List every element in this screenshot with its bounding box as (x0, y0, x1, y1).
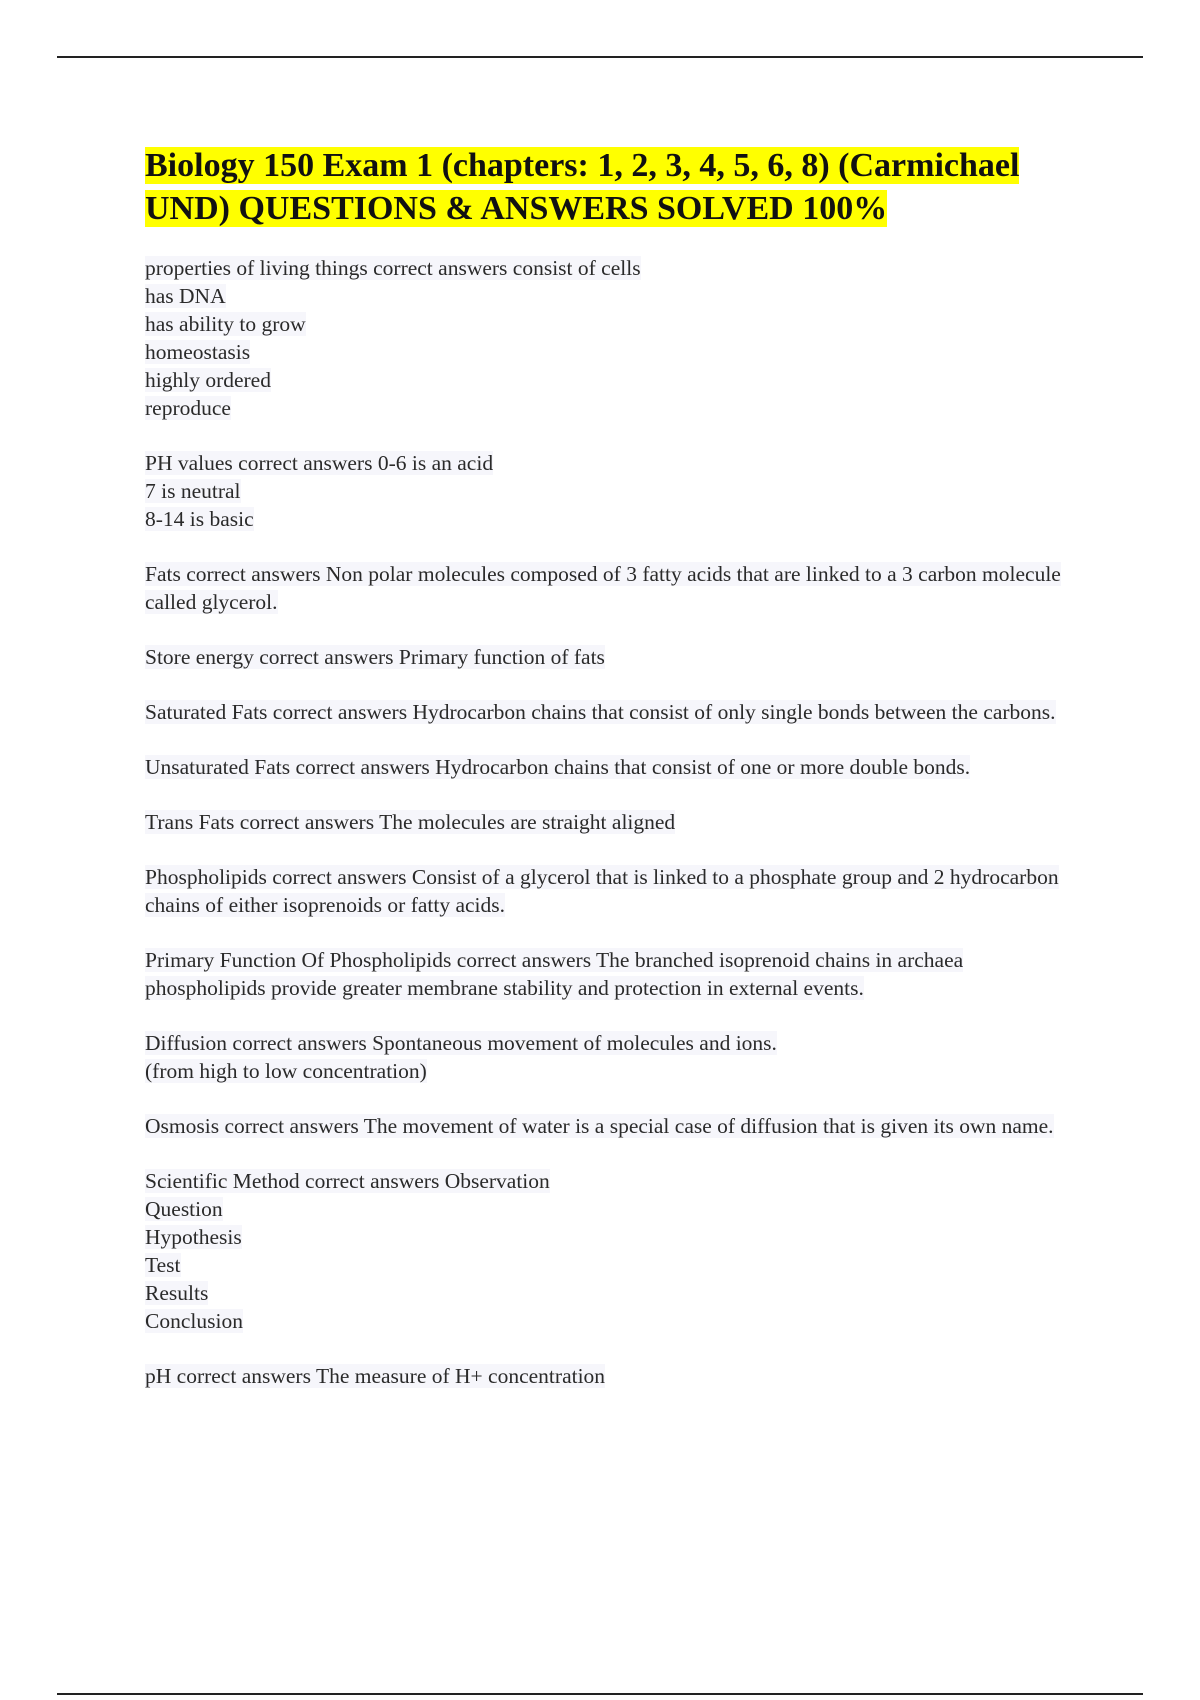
qa-line: Results (145, 1281, 209, 1305)
qa-line: Question (145, 1197, 223, 1221)
qa-line: homeostasis (145, 340, 251, 364)
qa-line: Diffusion correct answers Spontaneous movement of molecules and ions. (145, 1031, 777, 1055)
qa-line: properties of living things correct answers consist of cells (145, 256, 641, 280)
document-body (145, 144, 1065, 1417)
qa-line: highly ordered (145, 368, 271, 392)
bottom-rule (57, 1693, 1143, 1695)
qa-entry-ph: pH correct answers The measure of H+ concentration (145, 1364, 606, 1388)
qa-line: has ability to grow (145, 312, 306, 336)
qa-entry-phospholipids: Phospholipids correct answers Consist of a glycerol that is linked to a phosphate group and 2 hydrocarbon chains of either isoprenoids or fatty acids. (145, 865, 1059, 917)
qa-entry-ph-values (145, 449, 1065, 533)
qa-line: (from high to low concentration) (145, 1059, 427, 1083)
qa-line: Conclusion (145, 1309, 243, 1333)
qa-entry-store-energy: Store energy correct answers Primary function of fats (145, 645, 605, 669)
qa-entry-trans-fats: Trans Fats correct answers The molecules are straight aligned (145, 810, 676, 834)
qa-line: 7 is neutral (145, 479, 241, 503)
qa-line: PH values correct answers 0-6 is an acid (145, 451, 494, 475)
qa-entry-scientific-method (145, 1167, 1065, 1335)
qa-entry-properties-of-living-things (145, 254, 1065, 422)
qa-entry-saturated-fats: Saturated Fats correct answers Hydrocarbon chains that consist of only single bonds between the carbons. (145, 700, 1056, 724)
qa-line: Test (145, 1253, 181, 1277)
qa-line: reproduce (145, 396, 231, 420)
qa-entry-osmosis: Osmosis correct answers The movement of water is a special case of diffusion that is given its own name. (145, 1114, 1054, 1138)
qa-line: 8-14 is basic (145, 507, 254, 531)
qa-entry-unsaturated-fats: Unsaturated Fats correct answers Hydrocarbon chains that consist of one or more double bonds. (145, 755, 971, 779)
qa-entry-diffusion (145, 1029, 1065, 1085)
qa-line: has DNA (145, 284, 226, 308)
qa-line: Hypothesis (145, 1225, 242, 1249)
top-rule (57, 56, 1143, 58)
qa-entry-primary-function-of-phospholipids: Primary Function Of Phospholipids correct answers The branched isoprenoid chains in archaea phospholipids provide greater membrane stability and protection in external events. (145, 948, 964, 1000)
qa-line: Scientific Method correct answers Observation (145, 1169, 550, 1193)
qa-entry-fats: Fats correct answers Non polar molecules composed of 3 fatty acids that are linked to a 3 carbon molecule called glycerol. (145, 562, 1061, 614)
document-title: Biology 150 Exam 1 (chapters: 1, 2, 3, 4, 5, 6, 8) (Carmichael UND) QUESTIONS & ANSWERS SOLVED 100% (145, 147, 1020, 227)
